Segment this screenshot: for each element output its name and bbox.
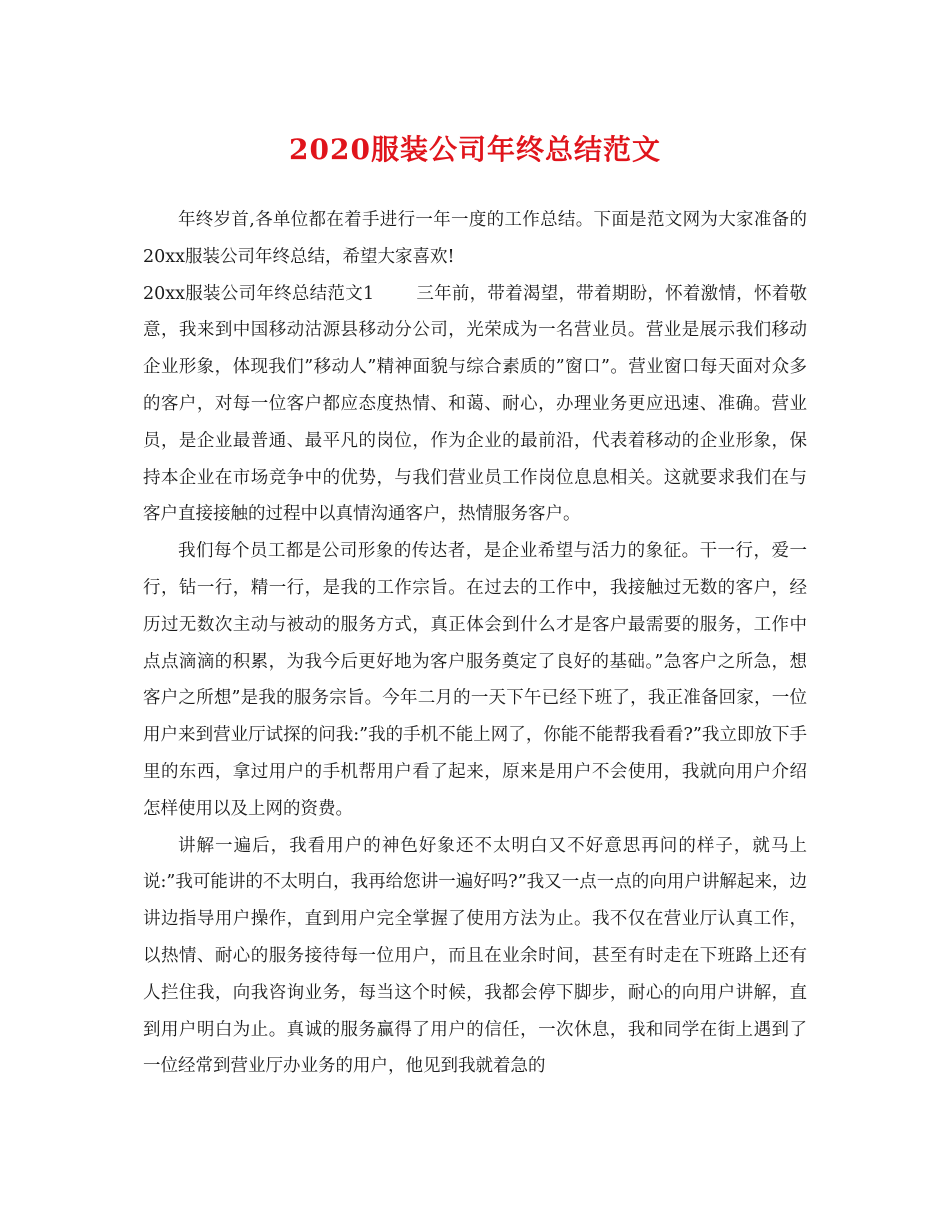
- section-heading: 20xx服装公司年终总结范文1: [143, 283, 375, 304]
- paragraph-1-text: 三年前，带着渴望，带着期盼，怀着激情，怀着敬意，我来到中国移动沽源县移动分公司，光荣成为一名营业员。营业是展示我们移动企业形象，体现我们”移动人”精神面貌与综合素质的”窗口”。营业窗口每天面对众多的客户，对每一位客户都应态度热情、和蔼、耐心，办理业务更应迅速、准确。营业员，是企业最普通、最平凡的岗位，作为企业的最前沿，代表着移动的企业形象，保持本企业在市场竞争中的优势，与我们营业员工作岗位息息相关。这就要求我们在与客户直接接触的过程中以真情沟通客户，热情服务客户。: [143, 283, 807, 525]
- intro-paragraph: 年终岁首,各单位都在着手进行一年一度的工作总结。下面是范文网为大家准备的20xx服装公司年终总结，希望大家喜欢!: [143, 210, 807, 267]
- section-paragraph-1: [143, 276, 807, 534]
- document-body: [143, 202, 807, 1085]
- paragraph-3: 讲解一遍后，我看用户的神色好象还不太明白又不好意思再问的样子，就马上说:”我可能讲的不太明白，我再给您讲一遍好吗?”我又一点一点的向用户讲解起来，边讲边指导用户操作，直到用户完全掌握了使用方法为止。我不仅在营业厅认真工作，以热情、耐心的服务接待每一位用户，而且在业余时间，甚至有时走在下班路上还有人拦住我，向我咨询业务，每当这个时候，我都会停下脚步，耐心的向用户讲解，直到用户明白为止。真诚的服务赢得了用户的信任，一次休息，我和同学在街上遇到了一位经常到营业厅办业务的用户，他见到我就着急的: [143, 835, 807, 1077]
- document-title: 2020服装公司年终总结范文: [289, 133, 661, 166]
- paragraph-2: 我们每个员工都是公司形象的传达者，是企业希望与活力的象征。干一行，爱一行，钻一行，精一行，是我的工作宗旨。在过去的工作中，我接触过无数的客户，经历过无数次主动与被动的服务方式，真正体会到什么才是客户最需要的服务，工作中点点滴滴的积累，为我今后更好地为客户服务奠定了良好的基础。”急客户之所急，想客户之所想”是我的服务宗旨。今年二月的一天下午已经下班了，我正准备回家，一位用户来到营业厅试探的问我:”我的手机不能上网了，你能不能帮我看看?”我立即放下手里的东西，拿过用户的手机帮用户看了起来，原来是用户不会使用，我就向用户介绍怎样使用以及上网的资费。: [143, 541, 807, 819]
